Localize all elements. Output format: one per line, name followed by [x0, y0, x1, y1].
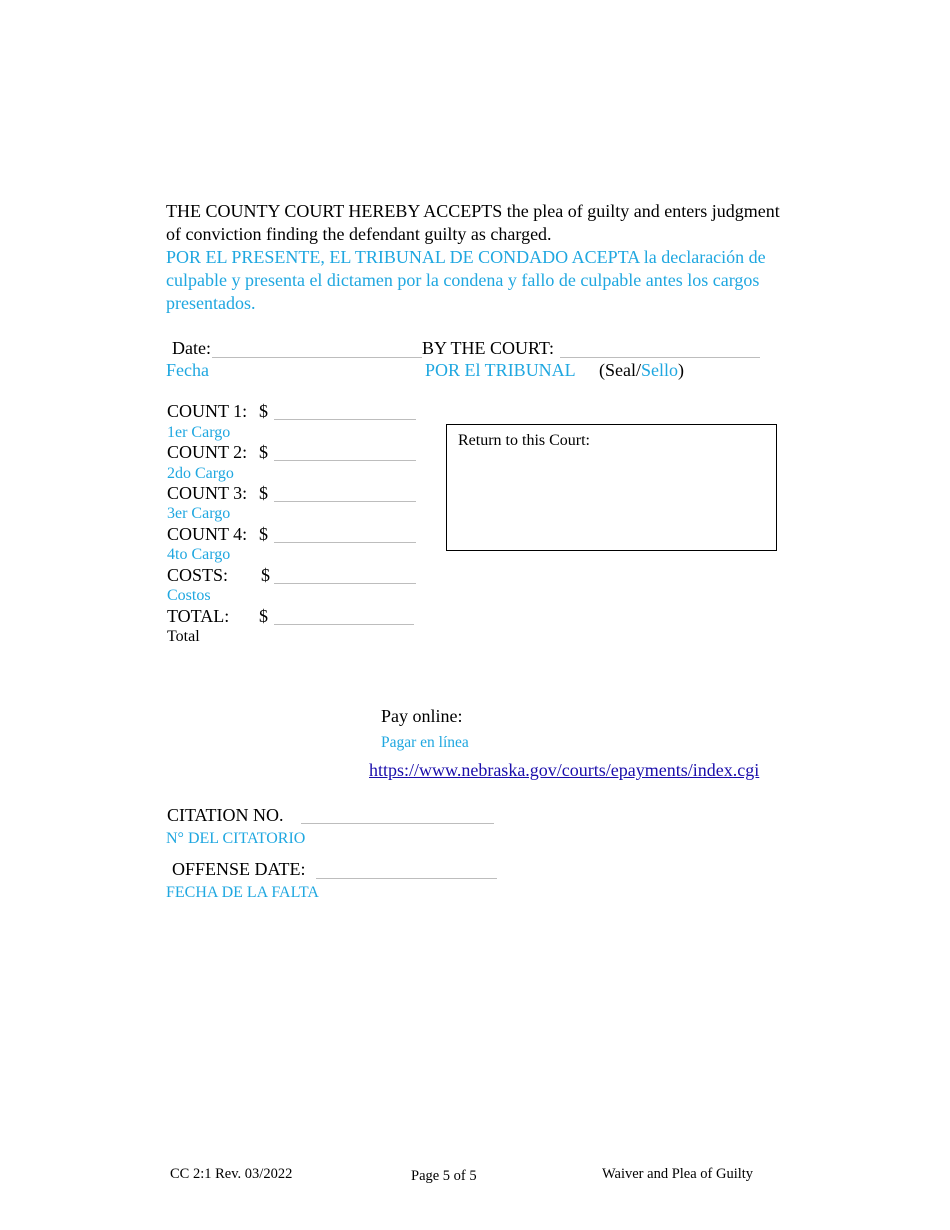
return-to-court-box[interactable]: [446, 424, 777, 551]
currency-symbol: $: [259, 401, 268, 421]
currency-symbol: $: [259, 606, 268, 626]
footer-page-number: Page 5 of 5: [411, 1168, 477, 1184]
count-4-label-spanish: 4to Cargo: [167, 546, 231, 563]
date-label: Date:: [172, 338, 211, 358]
currency-symbol: $: [259, 524, 268, 544]
count-1-label-spanish: 1er Cargo: [167, 424, 231, 441]
acceptance-statement-english: THE COUNTY COURT HEREBY ACCEPTS the plea of guilty and enters judgment of conviction finding the defendant guilty as charged.: [166, 201, 780, 244]
count-4-label: COUNT 4:: [167, 524, 248, 544]
payment-link[interactable]: https://www.nebraska.gov/courts/epayments/index.cgi: [369, 760, 760, 780]
citation-number-label: CITATION NO.: [167, 805, 284, 825]
count-2-label: COUNT 2:: [167, 442, 248, 462]
pay-online-label-spanish: Pagar en línea: [381, 734, 469, 751]
total-label-spanish: Total: [167, 628, 200, 645]
count-3-amount-line[interactable]: [274, 501, 416, 502]
count-3-label-spanish: 3er Cargo: [167, 505, 231, 522]
footer-form-id: CC 2:1 Rev. 03/2022: [170, 1166, 293, 1182]
count-1-amount-line[interactable]: [274, 419, 416, 420]
pay-online-label: Pay online:: [381, 706, 463, 726]
date-field-line[interactable]: [212, 357, 422, 358]
currency-symbol: $: [259, 483, 268, 503]
by-the-court-label-spanish: POR El TRIBUNAL: [425, 360, 576, 380]
currency-symbol: $: [259, 442, 268, 462]
date-label-spanish: Fecha: [166, 360, 209, 380]
by-the-court-label: BY THE COURT:: [422, 338, 555, 358]
count-4-amount-line[interactable]: [274, 542, 416, 543]
count-3-label: COUNT 3:: [167, 483, 248, 503]
citation-number-line[interactable]: [301, 823, 494, 824]
costs-label-spanish: Costos: [167, 587, 211, 604]
costs-label: COSTS:: [167, 565, 229, 585]
currency-symbol: $: [261, 565, 270, 585]
return-to-court-label: Return to this Court:: [458, 432, 590, 449]
total-amount-line[interactable]: [274, 624, 414, 625]
count-2-amount-line[interactable]: [274, 460, 416, 461]
count-2-label-spanish: 2do Cargo: [167, 465, 234, 482]
costs-amount-line[interactable]: [274, 583, 416, 584]
court-signature-line[interactable]: [560, 357, 760, 358]
offense-date-label-spanish: FECHA DE LA FALTA: [166, 884, 319, 901]
count-1-label: COUNT 1:: [167, 401, 248, 421]
footer-form-title: Waiver and Plea of Guilty: [602, 1166, 754, 1182]
offense-date-label: OFFENSE DATE:: [172, 859, 306, 879]
citation-number-label-spanish: N° DEL CITATORIO: [166, 830, 306, 847]
acceptance-statement-spanish: POR EL PRESENTE, EL TRIBUNAL DE CONDADO ACEPTA la declaración de culpable y presenta el dictamen por la condena y fallo de culpable antes los cargos presentados.: [166, 247, 766, 313]
offense-date-line[interactable]: [316, 878, 497, 879]
seal-label: (Seal/Sello): [599, 360, 685, 380]
total-label: TOTAL:: [167, 606, 230, 626]
